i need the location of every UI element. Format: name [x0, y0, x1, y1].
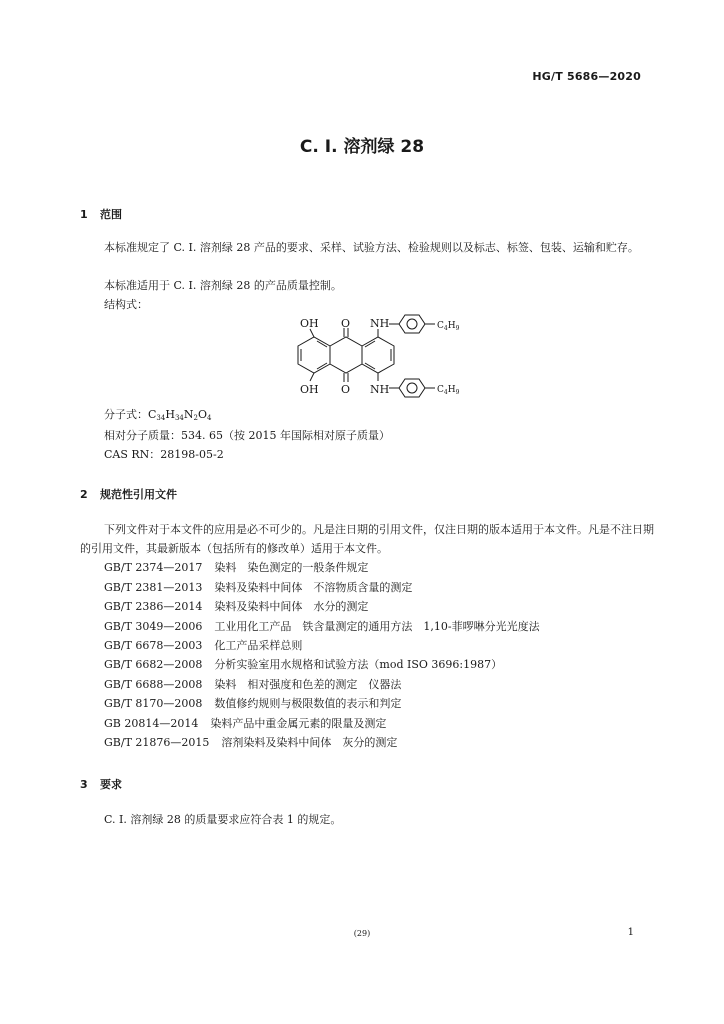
- requirements-paragraph: C. I. 溶剂绿 28 的质量要求应符合表 1 的规定。: [104, 813, 342, 826]
- reference-item: [104, 733, 397, 752]
- reference-code: GB/T 21876—2015: [104, 736, 210, 749]
- o-top-label: O: [341, 317, 351, 330]
- formula-n: N: [183, 408, 194, 421]
- reference-title: 工业用化工产品 铁含量测定的通用方法 1,10-菲啰啉分光光度法: [214, 620, 540, 633]
- references-intro: 下列文件对于本文件的应用是必不可少的。凡是注日期的引用文件，仅注日期的版本适用于本文件。凡是不注日期的引用文件，其最新版本（包括所有的修改单）适用于本文件。: [80, 523, 654, 555]
- c4h9-top-label: $C_4H_9$: [437, 321, 460, 332]
- section-number: 3: [80, 778, 88, 791]
- reference-code: GB/T 6678—2003: [104, 639, 203, 652]
- scope-paragraph: 本标准规定了 C. I. 溶剂绿 28 产品的要求、采样、试验方法、检验规则以及标志、标签、包装、运输和贮存。: [104, 241, 639, 254]
- formula-h-count: 34: [174, 414, 184, 422]
- reference-title: 染料及染料中间体 不溶物质含量的测定: [214, 581, 413, 594]
- reference-item: [104, 597, 368, 616]
- oh-bottom-label: OH: [300, 383, 319, 396]
- standard-code: HG/T 5686—2020: [532, 70, 641, 83]
- cas-number: CAS RN：28198-05-2: [104, 448, 224, 461]
- page-number: 1: [627, 927, 634, 938]
- reference-title: 化工产品采样总则: [214, 639, 303, 652]
- structural-formula: [282, 314, 482, 406]
- section-number: 1: [80, 208, 88, 221]
- formula-n-count: 2: [193, 414, 198, 422]
- reference-title: 数值修约规则与极限数值的表示和判定: [214, 697, 402, 710]
- structure-label: 结构式：: [104, 298, 148, 311]
- reference-code: GB/T 8170—2008: [104, 697, 203, 710]
- reference-item: [104, 694, 401, 713]
- section-title: 要求: [100, 778, 122, 791]
- formula-h: H: [165, 408, 175, 421]
- section-number: 2: [80, 488, 88, 501]
- section-title: 范围: [100, 208, 122, 221]
- reference-item: [104, 655, 502, 674]
- footer-page-marker: (29): [353, 929, 371, 938]
- formula-o-count: 4: [206, 414, 212, 422]
- formula-o: O: [197, 408, 207, 421]
- section-3-heading: [80, 776, 122, 792]
- reference-item: [104, 675, 401, 694]
- reference-code: GB 20814—2014: [104, 717, 199, 730]
- section-2-heading: [80, 486, 177, 502]
- reference-code: GB/T 2374—2017: [104, 561, 203, 574]
- reference-title: 染料 染色测定的一般条件规定: [214, 561, 369, 574]
- o-bottom-label: O: [341, 383, 351, 396]
- reference-item: [104, 558, 368, 577]
- reference-code: GB/T 6682—2008: [104, 658, 203, 671]
- molecular-mass: 相对分子质量：534. 65（按 2015 年国际相对原子质量）: [104, 429, 390, 442]
- reference-title: 染料及染料中间体 水分的测定: [214, 600, 369, 613]
- reference-item: [104, 617, 540, 636]
- nh-top-label: NH: [370, 317, 390, 330]
- formula-c-count: 34: [156, 414, 166, 422]
- reference-title: 溶剂染料及染料中间体 灰分的测定: [221, 736, 398, 749]
- reference-item: [104, 636, 302, 655]
- oh-top-label: OH: [300, 317, 319, 330]
- reference-code: GB/T 3049—2006: [104, 620, 203, 633]
- section-1-heading: [80, 206, 122, 222]
- formula-label: 分子式：: [104, 408, 148, 421]
- nh-bottom-label: NH: [370, 383, 390, 396]
- reference-code: GB/T 2381—2013: [104, 581, 203, 594]
- reference-code: GB/T 6688—2008: [104, 678, 203, 691]
- molecular-formula: [104, 405, 211, 428]
- scope-applicability: 本标准适用于 C. I. 溶剂绿 28 的产品质量控制。: [104, 279, 342, 292]
- reference-item: [104, 578, 412, 597]
- reference-title: 分析实验室用水规格和试验方法（mod ISO 3696:1987）: [214, 658, 503, 671]
- formula-c: C: [148, 408, 157, 421]
- c4h9-bottom-label: $C_4H_9$: [437, 385, 460, 396]
- reference-item: [104, 714, 386, 733]
- reference-title: 染料 相对强度和色差的测定 仪器法: [214, 678, 402, 691]
- reference-code: GB/T 2386—2014: [104, 600, 203, 613]
- page-title: C. I. 溶剂绿 28: [299, 137, 425, 157]
- reference-title: 染料产品中重金属元素的限量及测定: [210, 717, 387, 730]
- section-title: 规范性引用文件: [100, 488, 177, 501]
